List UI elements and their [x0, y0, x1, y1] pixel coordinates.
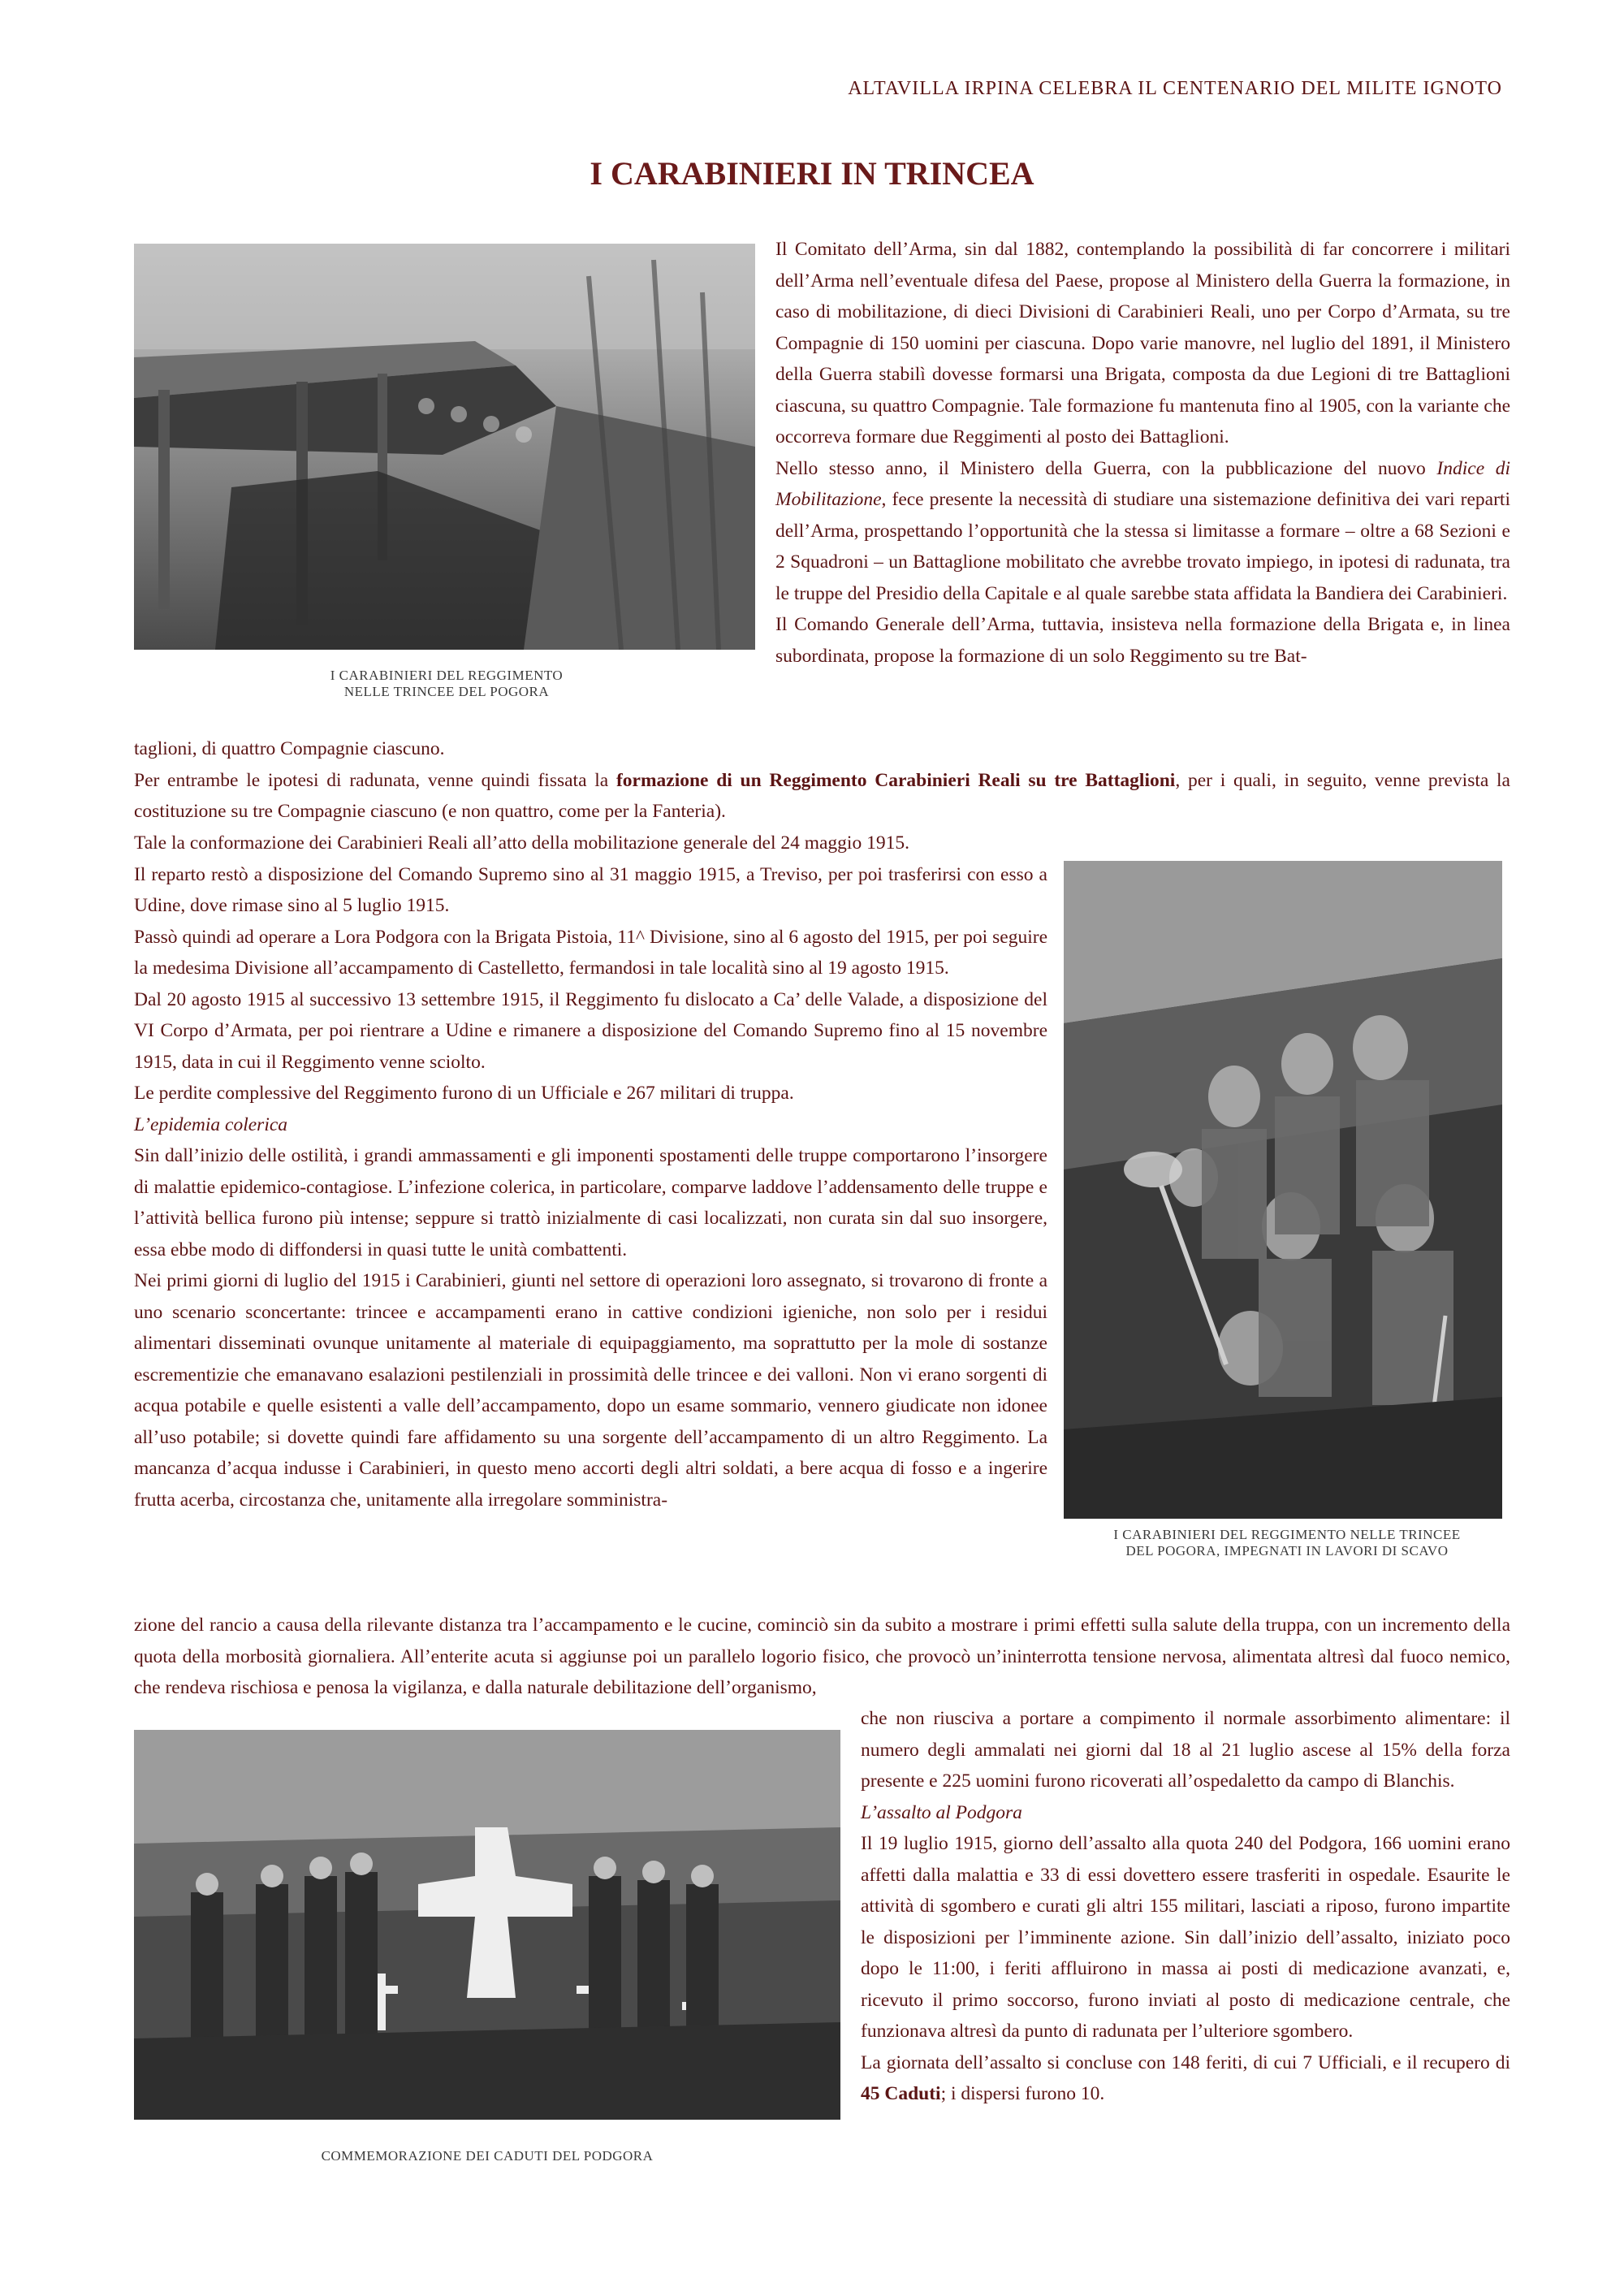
- paragraph: Il 19 luglio 1915, giorno dell’assalto alla quota 240 del Podgora, 166 uomini erano affetti dalla malattia e 33 di essi dovettero essere trasferiti in ospedale. Esaurite le attività di sgombero e curati gli altri 155 militari, lasciati a riposo, furono impartite le disposizioni per l’imminente azione. Sin dall’inizio dell’assalto, iniziato poco dopo le 11:00, i feriti affluirono in massa ai posti di medicazione avanzati, e, ricevuto il primo soccorso, furono inviati al posto di medicazione centrale, che funzionava altresì da punto di radunata per l’ulteriore sgombero.: [861, 1833, 1510, 2042]
- paragraph: Per entrambe le ipotesi di radunata, venne quindi fissata la formazione di un Reggimento Carabinieri Reali su tre Battaglioni, per i quali, in seguito, venne prevista la costituzione su tre Compagnie ciascuno (e non quattro, come per la Fanteria).: [134, 769, 1510, 822]
- section-heading-assalto: L’assalto al Podgora: [861, 1801, 1022, 1823]
- photo-digging-soldiers: [1064, 861, 1502, 1519]
- photo-trench-shelter: [134, 244, 755, 650]
- caption-photo-2: I CARABINIERI DEL REGGIMENTO NELLE TRINCEE DEL POGORA, IMPEGNATI IN LAVORI DI SCAVO: [1113, 1527, 1461, 1559]
- article-title: I CARABINIERI IN TRINCEA: [590, 155, 1034, 192]
- photo-commemoration: [134, 1730, 840, 2120]
- text-wide-1: [134, 733, 1510, 828]
- paragraph: Il Comando Generale dell’Arma, tuttavia, insisteva nella formazione della Brigata e, in linea subordinata, propose la formazione di un solo Reggimento su tre Bat-: [775, 614, 1510, 667]
- paragraph: Nei primi giorni di luglio del 1915 i Carabinieri, giunti nel settore di operazioni loro assegnato, si trovarono di fronte a uno scenario sconcertante: trincee e accampamenti erano in cattive condizioni igieniche, non solo per i residui alimentari disseminati ovunque unitamente al materiale di equipaggiamento, ma soprattutto per la mole di sostanze escrementizie che emanavano esalazioni pestilenziali in prossimità delle trincee e dei valloni. Non vi erano sorgenti di acqua potabile e quelle esistenti a valle dell’accampamento, dopo un esame sommario, vennero giudicate non idonee all’uso potabile; si dovette quindi fare affidamento su una sorgente dell’accampamento di un altro Reggimento. La mancanza d’acqua indusse i Carabinieri, in questo meno accorti degli altri soldati, a bere acqua di fosso e a ingerire frutta acerba, circostanza che, unitamente alla irregolare somministra-: [134, 1270, 1047, 1511]
- paragraph: La giornata dell’assalto si concluse con 148 feriti, di cui 7 Ufficiali, e il recupero di 45 Caduti; i dispersi furono 10.: [861, 2051, 1510, 2104]
- paragraph: Il Comitato dell’Arma, sin dal 1882, contemplando la possibilità di far concorrere i militari dell’Arma nell’eventuale difesa del Paese, propose al Ministero della Guerra la formazione, in caso di mobilitazione, di dieci Divisioni di Carabinieri Reali, uno per Corpo d’Armata, su tre Compagnie di 150 uomini per ciascuna. Dopo varie manovre, nel luglio del 1891, il Ministero della Guerra stabilì dovesse formarsi una Brigata, composta da due Legioni di tre Battaglioni ciascuna, su quattro Compagnie. Tale formazione fu mantenuta fino al 1905, con la variante che occorreva formare due Reggimenti al posto dei Battaglioni.: [775, 239, 1510, 447]
- text-left-column: [134, 828, 1047, 1515]
- paragraph: zione del rancio a causa della rilevante distanza tra l’accampamento e le cucine, cominciò sin da subito a mostrare i primi effetti sulla salute della truppa, con un incremento della quota della morbosità giornaliera. All’enterite acuta si aggiunse poi un parallelo logorio fisico, che provocò un’ininterrotta tensione nervosa, alimentata altresì dal fuoco nemico, che rendeva rischiosa e penosa la vigilanza, e dalla naturale debilitazione dell’organismo,: [134, 1615, 1510, 1698]
- caption-photo-3: COMMEMORAZIONE DEI CADUTI DEL PODGORA: [321, 2148, 654, 2164]
- text-wide-2: [134, 1610, 1510, 1704]
- paragraph: Sin dall’inizio delle ostilità, i grandi ammassamenti e gli imponenti spostamenti delle truppe comportarono l’insorgere di malattie epidemico-contagiose. L’infezione colerica, in particolare, comparve laddove l’addensamento delle truppe e l’attività bellica furono più intense; seppure si trattò inizialmente di casi localizzati, non curata sin dal suo insorgere, essa ebbe modo di diffondersi in quasi tutte le unità combattenti.: [134, 1145, 1047, 1260]
- section-heading-epidemia: L’epidemia colerica: [134, 1113, 288, 1135]
- paragraph: Le perdite complessive del Reggimento furono di un Ufficiale e 267 militari di truppa.: [134, 1083, 794, 1104]
- paragraph: Nello stesso anno, il Ministero della Guerra, con la pubblicazione del nuovo Indice di Mobilitazione, fece presente la necessità di studiare una sistemazione definitiva dei vari reparti dell’Arma, prospettando l’opportunità che la stessa si limitasse a formare – oltre a 68 Sezioni e 2 Squadroni – un Battaglione mobilitato che avrebbe trovato impiego, in ipotesi di radunata, tra le truppe del Presidio della Capitale e al quale sarebbe stata affidata la Bandiera dei Carabinieri.: [775, 457, 1510, 604]
- paragraph: Tale la conformazione dei Carabinieri Reali all’atto della mobilitazione generale del 24 maggio 1915.: [134, 832, 909, 854]
- paragraph: che non riusciva a portare a compimento il normale assorbimento alimentare: il numero degli ammalati nei giorni dal 18 al 21 luglio ascese al 15% della forza presente e 225 uomini furono ricoverati all’ospedaletto da campo di Blanchis.: [861, 1708, 1510, 1792]
- running-header: ALTAVILLA IRPINA CELEBRA IL CENTENARIO DEL MILITE IGNOTO: [848, 78, 1502, 99]
- paragraph: Il reparto restò a disposizione del Comando Supremo sino al 31 maggio 1915, a Treviso, per poi trasferirsi con esso a Udine, dove rimase sino al 5 luglio 1915.: [134, 863, 1047, 916]
- text-intro: [775, 234, 1510, 672]
- paragraph: taglioni, di quattro Compagnie ciascuno.: [134, 738, 445, 759]
- paragraph: Passò quindi ad operare a Lora Podgora con la Brigata Pistoia, 11^ Divisione, sino al 6 agosto del 1915, per poi seguire la medesima Divisione all’accampamento di Castelletto, fermandosi in tale località sino al 19 agosto 1915.: [134, 926, 1047, 979]
- paragraph: Dal 20 agosto 1915 al successivo 13 settembre 1915, il Reggimento fu dislocato a Ca’ delle Valade, a disposizione del VI Corpo d’Armata, per poi rientrare a Udine e rimanere a disposizione del Comando Supremo fino al 15 novembre 1915, data in cui il Reggimento venne sciolto.: [134, 988, 1047, 1073]
- caption-photo-1: I CARABINIERI DEL REGGIMENTO NELLE TRINCEE DEL POGORA: [330, 668, 564, 699]
- text-right-column: [861, 1703, 1510, 2110]
